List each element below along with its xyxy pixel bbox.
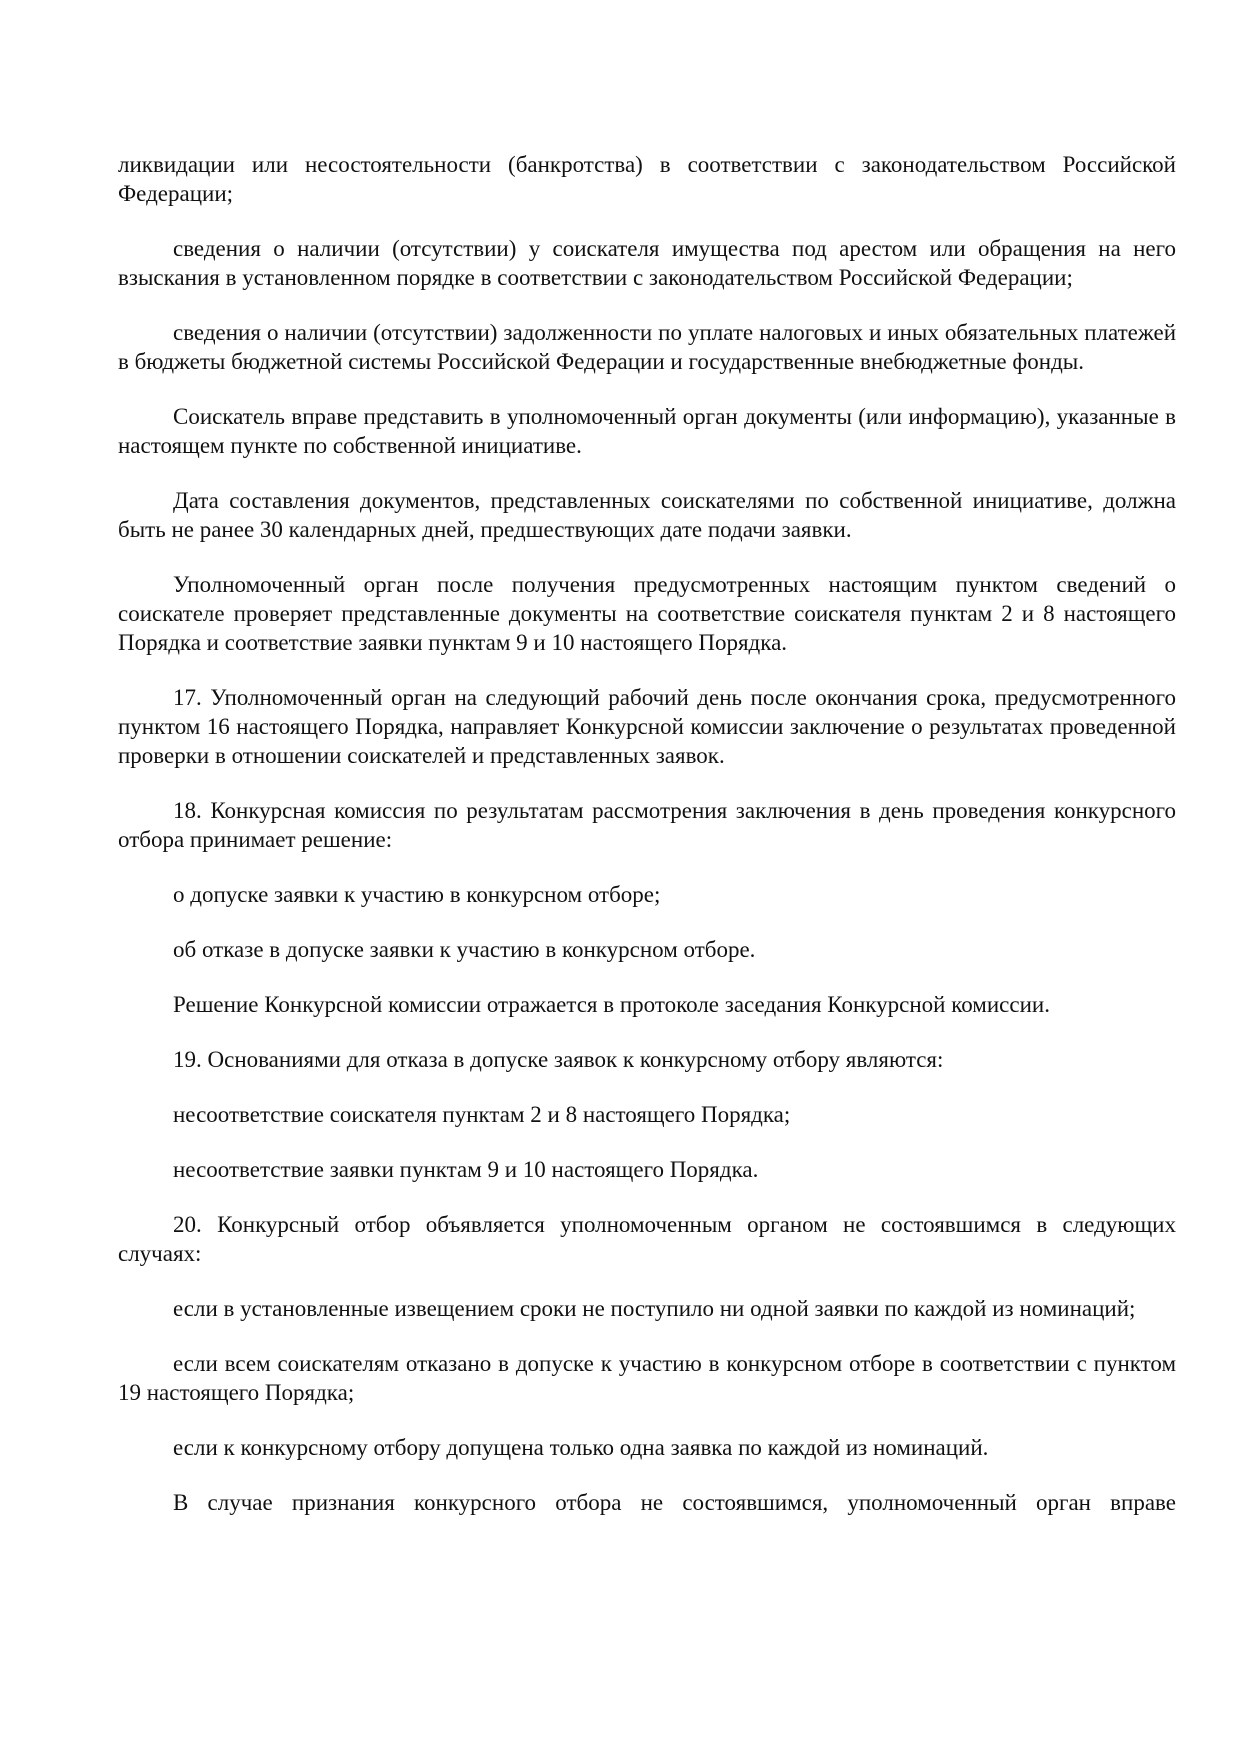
paragraph-item-19: 19. Основаниями для отказа в допуске заявок к конкурсному отбору являются: [173,1047,944,1072]
paragraph-own-initiative: Соискатель вправе представить в уполномоченный орган документы (или информацию), указанные в настоящем пункте по собственной инициативе. [118,404,1176,458]
paragraph-item-18: 18. Конкурсная комиссия по результатам рассмотрения заключения в день проведения конкурсного отбора принимает решение: [118,798,1176,852]
paragraph-property-arrest: сведения о наличии (отсутствии) у соискателя имущества под арестом или обращения на него взыскания в установленном порядке в соответствии с законодательством Российской Федерации; [118,236,1176,290]
paragraph-protocol: Решение Конкурсной комиссии отражается в протоколе заседания Конкурсной комиссии. [173,992,1050,1017]
document-page [118,150,1176,1517]
paragraph-applicant-mismatch: несоответствие соискателя пунктам 2 и 8 настоящего Порядка; [173,1102,791,1127]
paragraph-refusal: об отказе в допуске заявки к участию в конкурсном отборе. [173,937,756,962]
paragraph-admission: о допуске заявки к участию в конкурсном отборе; [173,882,661,907]
paragraph-item-17: 17. Уполномоченный орган на следующий рабочий день после окончания срока, предусмотренного пунктом 16 настоящего Порядка, направляет Конкурсной комиссии заключение о результатах проведенной проверки в отношении соискателей и представленных заявок. [118,685,1176,768]
paragraph-failed-selection: В случае признания конкурсного отбора не состоявшимся, уполномоченный орган вправе [173,1490,1176,1515]
paragraph-document-date: Дата составления документов, представленных соискателями по собственной инициативе, должна быть не ранее 30 календарных дней, предшествующих дате подачи заявки. [118,488,1176,542]
paragraph-tax-debt: сведения о наличии (отсутствии) задолженности по уплате налоговых и иных обязательных платежей в бюджеты бюджетной системы Российской Федерации и государственные внебюджетные фонды. [118,320,1176,374]
paragraph-liquidation: ликвидации или несостоятельности (банкротства) в соответствии с законодательством Российской Федерации; [118,152,1176,206]
paragraph-application-mismatch: несоответствие заявки пунктам 9 и 10 настоящего Порядка. [173,1157,759,1182]
paragraph-verification: Уполномоченный орган после получения предусмотренных настоящим пунктом сведений о соискателе проверяет представленные документы на соответствие соискателя пунктам 2 и 8 настоящего Порядка и соответствие заявки пунктам 9 и 10 настоящего Порядка. [118,572,1176,655]
paragraph-item-20: 20. Конкурсный отбор объявляется уполномоченным органом не состоявшимся в следующих случаях: [118,1212,1176,1266]
paragraph-single-application: если к конкурсному отбору допущена только одна заявка по каждой из номинаций. [173,1435,989,1460]
paragraph-all-refused: если всем соискателям отказано в допуске к участию в конкурсном отборе в соответствии с пунктом 19 настоящего Порядка; [118,1351,1176,1405]
paragraph-no-applications: если в установленные извещением сроки не поступило ни одной заявки по каждой из номинаций; [173,1296,1136,1321]
